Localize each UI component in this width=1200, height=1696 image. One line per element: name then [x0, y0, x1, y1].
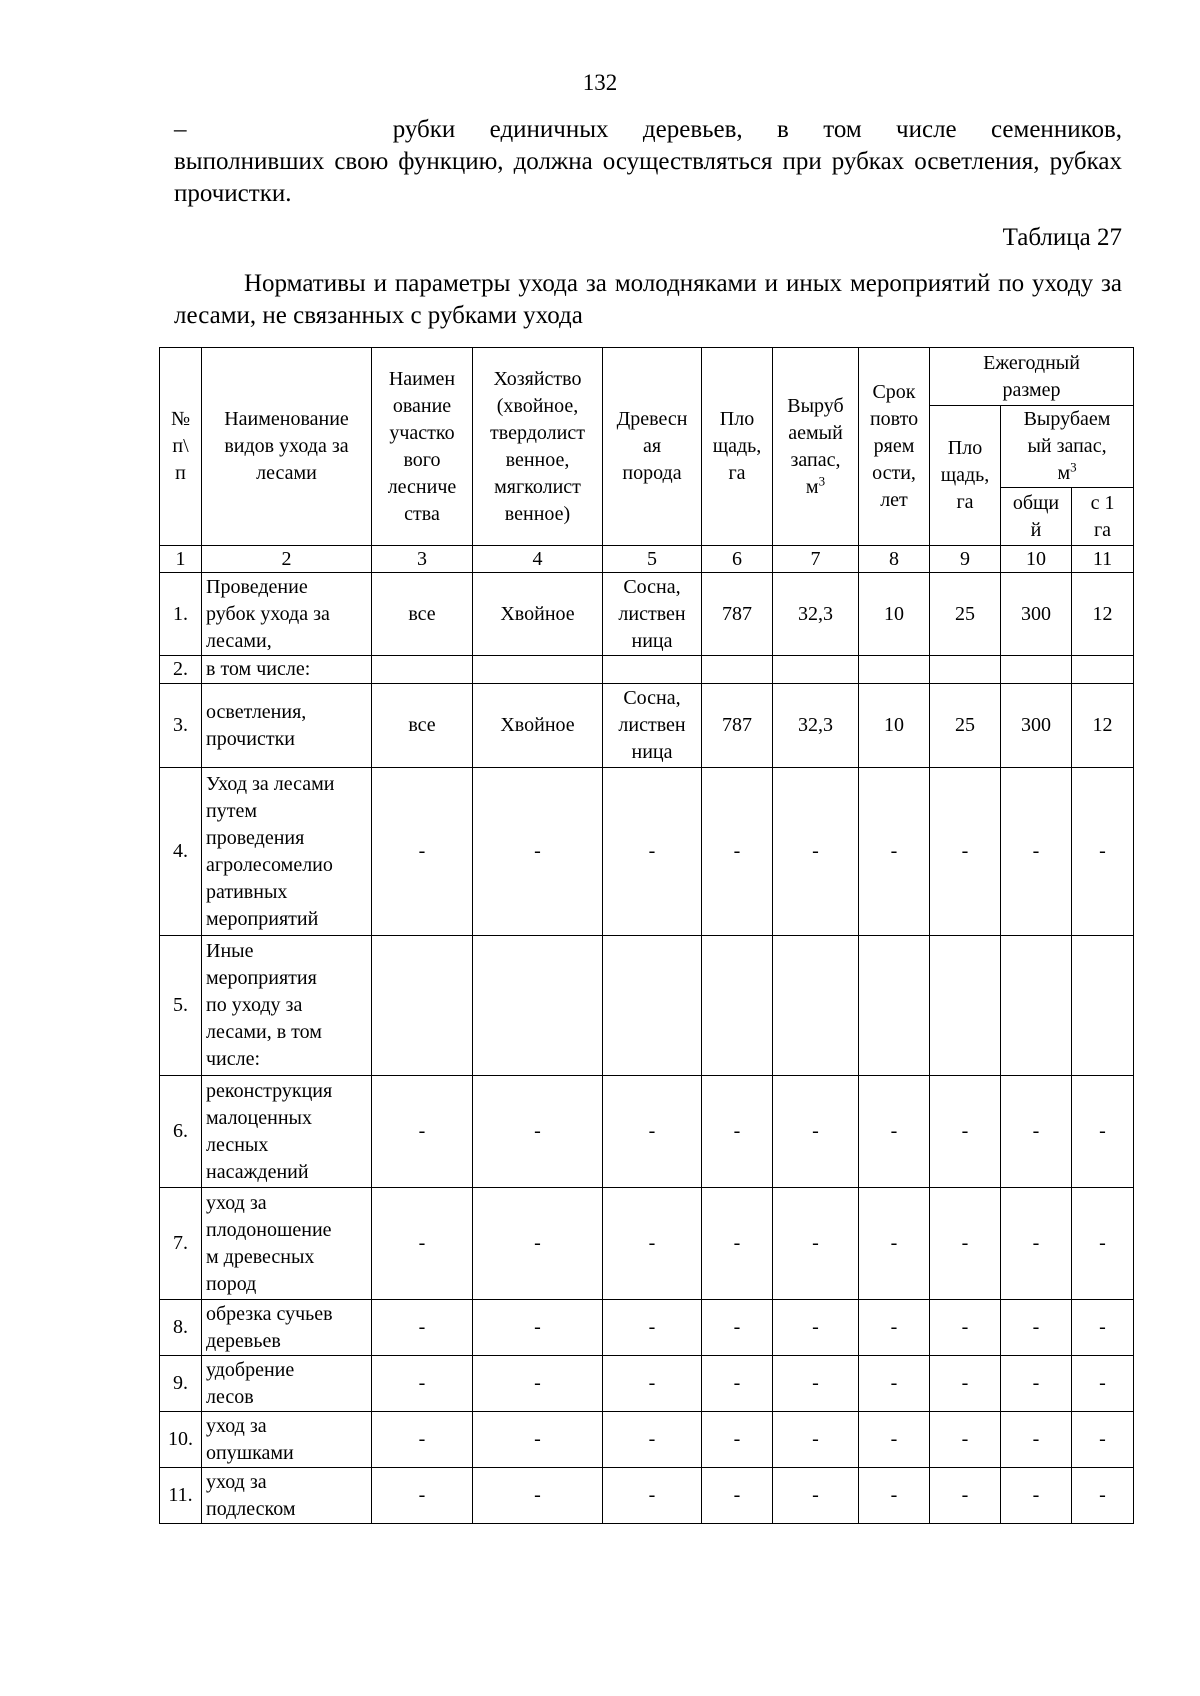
- column-number: 6: [702, 546, 773, 573]
- cell-area: 787: [702, 573, 773, 656]
- cell-total: 300: [1001, 573, 1072, 656]
- cell-species: -: [603, 768, 702, 936]
- header-district: Наимен ование участко вого лесниче ства: [372, 348, 473, 546]
- cell-total: -: [1001, 1300, 1072, 1356]
- cell-volume: [773, 656, 859, 684]
- header-volume-text: Выруб аемый запас, м: [787, 394, 844, 498]
- column-number: 4: [473, 546, 603, 573]
- cell-area: 787: [702, 684, 773, 768]
- cell-district: -: [372, 1300, 473, 1356]
- cell-annual-area: [930, 936, 1001, 1076]
- cell-name: удобрение лесов: [202, 1356, 372, 1412]
- cell-species: -: [603, 1076, 702, 1188]
- cell-area: -: [702, 1356, 773, 1412]
- cell-per-ha: 12: [1072, 684, 1134, 768]
- cell-total: -: [1001, 1468, 1072, 1524]
- cell-annual-area: -: [930, 1300, 1001, 1356]
- cell-per-ha: 12: [1072, 573, 1134, 656]
- cell-species: -: [603, 1300, 702, 1356]
- cell-num: 1.: [160, 573, 202, 656]
- cell-volume: [773, 936, 859, 1076]
- cell-total: [1001, 936, 1072, 1076]
- cell-name: уход за подлеском: [202, 1468, 372, 1524]
- column-number: 8: [859, 546, 930, 573]
- table-title: Нормативы и параметры ухода за молодняками и иных мероприятий по уходу за лесами, не связанных с рубками ухода: [174, 270, 1122, 329]
- cell-period: -: [859, 1356, 930, 1412]
- cell-name: Проведение рубок ухода за лесами,: [202, 573, 372, 656]
- cell-annual-area: -: [930, 1356, 1001, 1412]
- header-volume-sup: 3: [818, 472, 826, 488]
- cell-period: -: [859, 1300, 930, 1356]
- cell-num: 10.: [160, 1412, 202, 1468]
- cell-annual-area: 25: [930, 684, 1001, 768]
- header-per-ha: с 1 га: [1072, 488, 1134, 546]
- cell-species: -: [603, 1468, 702, 1524]
- norms-table: [159, 347, 1134, 1524]
- column-number: 5: [603, 546, 702, 573]
- cell-name: Уход за лесами путем проведения агролесомелио ративных мероприятий: [202, 768, 372, 936]
- cell-volume: -: [773, 768, 859, 936]
- header-annual: Ежегодный размер: [930, 348, 1134, 406]
- cell-district: [372, 936, 473, 1076]
- cell-name: Иные мероприятия по уходу за лесами, в том числе:: [202, 936, 372, 1076]
- intro-dash: –: [174, 116, 187, 143]
- table-header: [160, 348, 1134, 573]
- table-row: [160, 656, 1134, 684]
- cell-species: Сосна, листвен ница: [603, 684, 702, 768]
- table-body: [160, 573, 1134, 1524]
- cell-num: 3.: [160, 684, 202, 768]
- cell-annual-area: -: [930, 1412, 1001, 1468]
- cell-per-ha: [1072, 656, 1134, 684]
- cell-total: -: [1001, 1412, 1072, 1468]
- cell-name: реконструкция малоценных лесных насаждений: [202, 1076, 372, 1188]
- column-number-row: [160, 546, 1134, 573]
- cell-total: 300: [1001, 684, 1072, 768]
- cell-per-ha: [1072, 936, 1134, 1076]
- cell-economy: -: [473, 1300, 603, 1356]
- cell-economy: -: [473, 1188, 603, 1300]
- cell-annual-area: -: [930, 1188, 1001, 1300]
- cell-period: -: [859, 1468, 930, 1524]
- cell-total: -: [1001, 768, 1072, 936]
- cell-district: все: [372, 684, 473, 768]
- header-total: общи й: [1001, 488, 1072, 546]
- cell-area: -: [702, 768, 773, 936]
- cell-name: в том числе:: [202, 656, 372, 684]
- cell-volume: 32,3: [773, 573, 859, 656]
- column-number: 1: [160, 546, 202, 573]
- table-label: Таблица 27: [1002, 224, 1122, 251]
- cell-area: -: [702, 1412, 773, 1468]
- header-annual-area: Пло щадь, га: [930, 406, 1001, 546]
- intro-first-line: [174, 114, 1122, 146]
- header-annual-volume-text: Вырубаем ый запас, м: [1023, 408, 1111, 484]
- cell-name: уход за плодоношение м древесных пород: [202, 1188, 372, 1300]
- cell-total: -: [1001, 1076, 1072, 1188]
- cell-volume: -: [773, 1188, 859, 1300]
- cell-economy: -: [473, 1468, 603, 1524]
- cell-volume: -: [773, 1412, 859, 1468]
- intro-paragraph: [174, 114, 1122, 210]
- table-row: [160, 936, 1134, 1076]
- header-annual-volume: [1001, 406, 1134, 488]
- cell-species: [603, 936, 702, 1076]
- cell-district: -: [372, 1188, 473, 1300]
- cell-period: -: [859, 1076, 930, 1188]
- cell-period: 10: [859, 684, 930, 768]
- column-number: 10: [1001, 546, 1072, 573]
- cell-district: -: [372, 768, 473, 936]
- header-economy: Хозяйство (хвойное, твердолист венное, мягколист венное): [473, 348, 603, 546]
- cell-annual-area: -: [930, 1468, 1001, 1524]
- cell-area: [702, 656, 773, 684]
- table-row: [160, 1412, 1134, 1468]
- column-number: 2: [202, 546, 372, 573]
- cell-num: 2.: [160, 656, 202, 684]
- cell-per-ha: -: [1072, 1188, 1134, 1300]
- cell-per-ha: -: [1072, 1300, 1134, 1356]
- cell-economy: -: [473, 1356, 603, 1412]
- cell-economy: Хвойное: [473, 684, 603, 768]
- cell-district: -: [372, 1412, 473, 1468]
- cell-annual-area: 25: [930, 573, 1001, 656]
- cell-name: осветления, прочистки: [202, 684, 372, 768]
- cell-num: 4.: [160, 768, 202, 936]
- cell-species: Сосна, листвен ница: [603, 573, 702, 656]
- cell-area: -: [702, 1300, 773, 1356]
- table-row: [160, 1076, 1134, 1188]
- cell-economy: -: [473, 1412, 603, 1468]
- intro-rest-text: выполнивших свою функцию, должна осуществляться при рубках осветления, рубках прочистки.: [174, 148, 1122, 207]
- table-row: [160, 1188, 1134, 1300]
- table-row: [160, 768, 1134, 936]
- cell-per-ha: -: [1072, 768, 1134, 936]
- cell-species: -: [603, 1412, 702, 1468]
- cell-num: 7.: [160, 1188, 202, 1300]
- cell-annual-area: [930, 656, 1001, 684]
- cell-period: [859, 656, 930, 684]
- cell-area: -: [702, 1076, 773, 1188]
- cell-per-ha: -: [1072, 1412, 1134, 1468]
- cell-district: -: [372, 1468, 473, 1524]
- header-name: Наименование видов ухода за лесами: [202, 348, 372, 546]
- cell-annual-area: -: [930, 768, 1001, 936]
- cell-num: 6.: [160, 1076, 202, 1188]
- column-number: 3: [372, 546, 473, 573]
- table-row: [160, 1356, 1134, 1412]
- page-number: 132: [582, 70, 618, 95]
- cell-economy: -: [473, 768, 603, 936]
- column-number: 11: [1072, 546, 1134, 573]
- header-annual-volume-sup: 3: [1070, 459, 1077, 475]
- cell-total: -: [1001, 1356, 1072, 1412]
- cell-economy: -: [473, 1076, 603, 1188]
- cell-num: 11.: [160, 1468, 202, 1524]
- cell-period: [859, 936, 930, 1076]
- cell-annual-area: -: [930, 1076, 1001, 1188]
- cell-economy: Хвойное: [473, 573, 603, 656]
- cell-species: -: [603, 1188, 702, 1300]
- table-row: [160, 1300, 1134, 1356]
- cell-name: обрезка сучьев деревьев: [202, 1300, 372, 1356]
- cell-district: -: [372, 1356, 473, 1412]
- cell-volume: -: [773, 1356, 859, 1412]
- cell-district: [372, 656, 473, 684]
- cell-name: уход за опушками: [202, 1412, 372, 1468]
- cell-period: -: [859, 1188, 930, 1300]
- cell-period: -: [859, 1412, 930, 1468]
- cell-period: 10: [859, 573, 930, 656]
- intro-first-line-text: рубки единичных деревьев, в том числе семенников,: [392, 116, 1123, 143]
- cell-per-ha: -: [1072, 1356, 1134, 1412]
- cell-economy: [473, 936, 603, 1076]
- cell-volume: -: [773, 1076, 859, 1188]
- cell-species: [603, 656, 702, 684]
- cell-volume: -: [773, 1300, 859, 1356]
- header-area: Пло щадь, га: [702, 348, 773, 546]
- header-volume: [773, 348, 859, 546]
- cell-economy: [473, 656, 603, 684]
- column-number: 9: [930, 546, 1001, 573]
- column-number: 7: [773, 546, 859, 573]
- cell-total: [1001, 656, 1072, 684]
- header-period: Срок повто ряем ости, лет: [859, 348, 930, 546]
- cell-per-ha: -: [1072, 1468, 1134, 1524]
- cell-area: -: [702, 1188, 773, 1300]
- cell-num: 8.: [160, 1300, 202, 1356]
- cell-area: [702, 936, 773, 1076]
- cell-species: -: [603, 1356, 702, 1412]
- cell-total: -: [1001, 1188, 1072, 1300]
- cell-per-ha: -: [1072, 1076, 1134, 1188]
- cell-period: -: [859, 768, 930, 936]
- cell-district: все: [372, 573, 473, 656]
- cell-volume: 32,3: [773, 684, 859, 768]
- header-num: № п\ п: [160, 348, 202, 546]
- header-species: Древесн ая порода: [603, 348, 702, 546]
- table-row: [160, 573, 1134, 656]
- cell-num: 5.: [160, 936, 202, 1076]
- cell-num: 9.: [160, 1356, 202, 1412]
- table-row: [160, 684, 1134, 768]
- cell-district: -: [372, 1076, 473, 1188]
- cell-area: -: [702, 1468, 773, 1524]
- cell-volume: -: [773, 1468, 859, 1524]
- table-row: [160, 1468, 1134, 1524]
